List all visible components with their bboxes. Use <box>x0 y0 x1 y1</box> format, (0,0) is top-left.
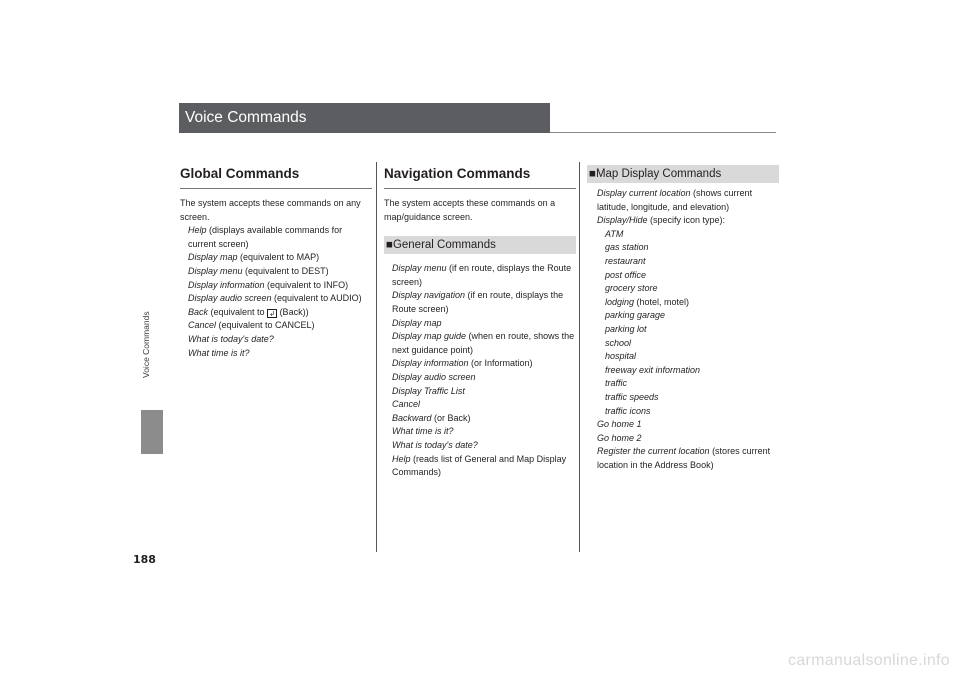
command-item <box>392 289 576 316</box>
command-name: traffic icons <box>605 405 651 416</box>
side-tab-label: Voice Commands <box>141 311 151 379</box>
global-commands-column <box>180 160 372 360</box>
command-name: Display map guide <box>392 331 467 342</box>
command-item <box>597 241 779 255</box>
command-item <box>188 306 372 320</box>
command-item <box>597 323 779 337</box>
command-item <box>188 347 372 361</box>
command-item <box>188 333 372 347</box>
column-divider <box>376 162 377 552</box>
command-item <box>597 337 779 351</box>
command-item <box>188 279 372 293</box>
command-name: Display information <box>188 279 265 290</box>
command-name: parking garage <box>605 310 666 321</box>
global-commands-intro: The system accepts these commands on any screen. <box>180 198 361 222</box>
command-item <box>188 265 372 279</box>
command-item <box>597 432 779 446</box>
command-name: Display audio screen <box>188 293 272 304</box>
command-item <box>597 282 779 296</box>
command-item <box>188 251 372 265</box>
map-display-commands-column <box>589 160 779 472</box>
command-item <box>597 445 779 472</box>
command-item <box>597 377 779 391</box>
command-item <box>188 224 372 251</box>
command-name: lodging <box>605 296 635 307</box>
command-name: Register the current location <box>597 446 710 457</box>
side-tab <box>141 120 163 456</box>
command-item <box>597 364 779 378</box>
command-item <box>392 412 576 426</box>
command-name: ATM <box>605 228 624 239</box>
command-name: What is today's date? <box>392 439 478 450</box>
command-name: Go home 2 <box>597 432 642 443</box>
back-arrow-icon: ↲ <box>267 309 277 318</box>
command-name: Display audio screen <box>392 371 476 382</box>
column-divider <box>579 162 580 552</box>
command-description: (or Back) <box>431 412 471 423</box>
command-item <box>392 453 576 480</box>
command-item <box>188 319 372 333</box>
command-item <box>597 228 779 242</box>
command-name: What time is it? <box>188 347 250 358</box>
command-name: Display map <box>392 317 442 328</box>
global-commands-list <box>180 224 372 360</box>
command-item <box>392 317 576 331</box>
command-item <box>597 296 779 310</box>
command-description: (or Information) <box>468 358 533 369</box>
command-description: (equivalent to CANCEL) <box>216 320 315 331</box>
general-commands-list <box>384 262 576 480</box>
command-item <box>392 425 576 439</box>
command-description: (equivalent to INFO) <box>264 279 349 290</box>
command-item <box>392 371 576 385</box>
command-description: (equivalent to <box>208 306 268 317</box>
command-description: (stores current location in the Address Book) <box>597 446 771 470</box>
command-item <box>597 309 779 323</box>
command-description: (equivalent to DEST) <box>242 265 329 276</box>
navigation-commands-intro: The system accepts these commands on a map/guidance screen. <box>384 198 556 222</box>
command-name: Cancel <box>188 320 217 331</box>
command-name: What is today's date? <box>188 333 274 344</box>
command-description: (specify icon type): <box>647 215 726 226</box>
command-name: Display/Hide <box>597 215 648 226</box>
command-name: traffic <box>605 378 628 389</box>
command-item <box>392 330 576 357</box>
command-description: (equivalent to AUDIO) <box>271 293 362 304</box>
command-description: (displays available commands for current screen) <box>188 225 343 249</box>
side-tab-marker <box>141 410 163 454</box>
command-name: traffic speeds <box>605 391 659 402</box>
command-description: (if en route, displays the Route screen) <box>392 263 572 287</box>
command-item <box>392 262 576 289</box>
navigation-commands-column <box>384 160 576 480</box>
command-description: (Back)) <box>277 306 309 317</box>
command-name: grocery store <box>605 283 658 294</box>
command-item <box>597 350 779 364</box>
command-description: (shows current latitude, longitude, and elevation) <box>597 188 753 212</box>
command-name: parking lot <box>605 323 647 334</box>
command-item <box>392 385 576 399</box>
command-name: Display information <box>392 358 469 369</box>
command-item <box>597 214 779 228</box>
command-name: Help <box>392 453 411 464</box>
command-name: Display navigation <box>392 290 466 301</box>
section-banner-title: Voice Commands <box>179 103 550 133</box>
command-name: Display Traffic List <box>392 385 465 396</box>
command-item <box>597 405 779 419</box>
command-name: Back <box>188 306 209 317</box>
global-commands-heading: Global Commands <box>180 165 372 189</box>
command-description: (equivalent to MAP) <box>237 252 320 263</box>
command-name: freeway exit information <box>605 364 701 375</box>
command-description: (reads list of General and Map Display Commands) <box>392 453 567 478</box>
command-name: Display current location <box>597 188 691 198</box>
general-commands-subheading: ■General Commands <box>384 236 576 254</box>
command-name: post office <box>605 269 647 280</box>
command-item <box>392 398 576 412</box>
page-number: 188 <box>133 553 156 566</box>
banner-rule <box>550 132 776 133</box>
command-item <box>597 391 779 405</box>
command-name: Display map <box>188 252 238 263</box>
command-description: (hotel, motel) <box>634 296 690 307</box>
command-item <box>188 292 372 306</box>
map-display-commands-list <box>589 187 779 472</box>
command-name: hospital <box>605 351 637 362</box>
command-item <box>597 418 779 432</box>
watermark: carmanualsonline.info <box>788 652 950 669</box>
command-item <box>597 269 779 283</box>
command-name: What time is it? <box>392 426 454 437</box>
command-item <box>597 255 779 269</box>
command-name: Display menu <box>392 263 447 274</box>
command-name: Help <box>188 225 207 236</box>
command-name: Cancel <box>392 399 421 410</box>
command-description: (if en route, displays the Route screen) <box>392 290 564 314</box>
command-item <box>392 439 576 453</box>
command-description: (when en route, shows the next guidance point) <box>392 331 575 355</box>
command-name: school <box>605 337 632 348</box>
navigation-commands-heading: Navigation Commands <box>384 165 576 189</box>
command-item <box>392 357 576 371</box>
map-display-commands-subheading: ■Map Display Commands <box>587 165 779 183</box>
command-name: Display menu <box>188 265 243 276</box>
command-name: Backward <box>392 412 432 423</box>
command-name: Go home 1 <box>597 419 642 430</box>
command-item <box>597 187 779 214</box>
command-name: gas station <box>605 242 649 253</box>
command-name: restaurant <box>605 255 646 266</box>
